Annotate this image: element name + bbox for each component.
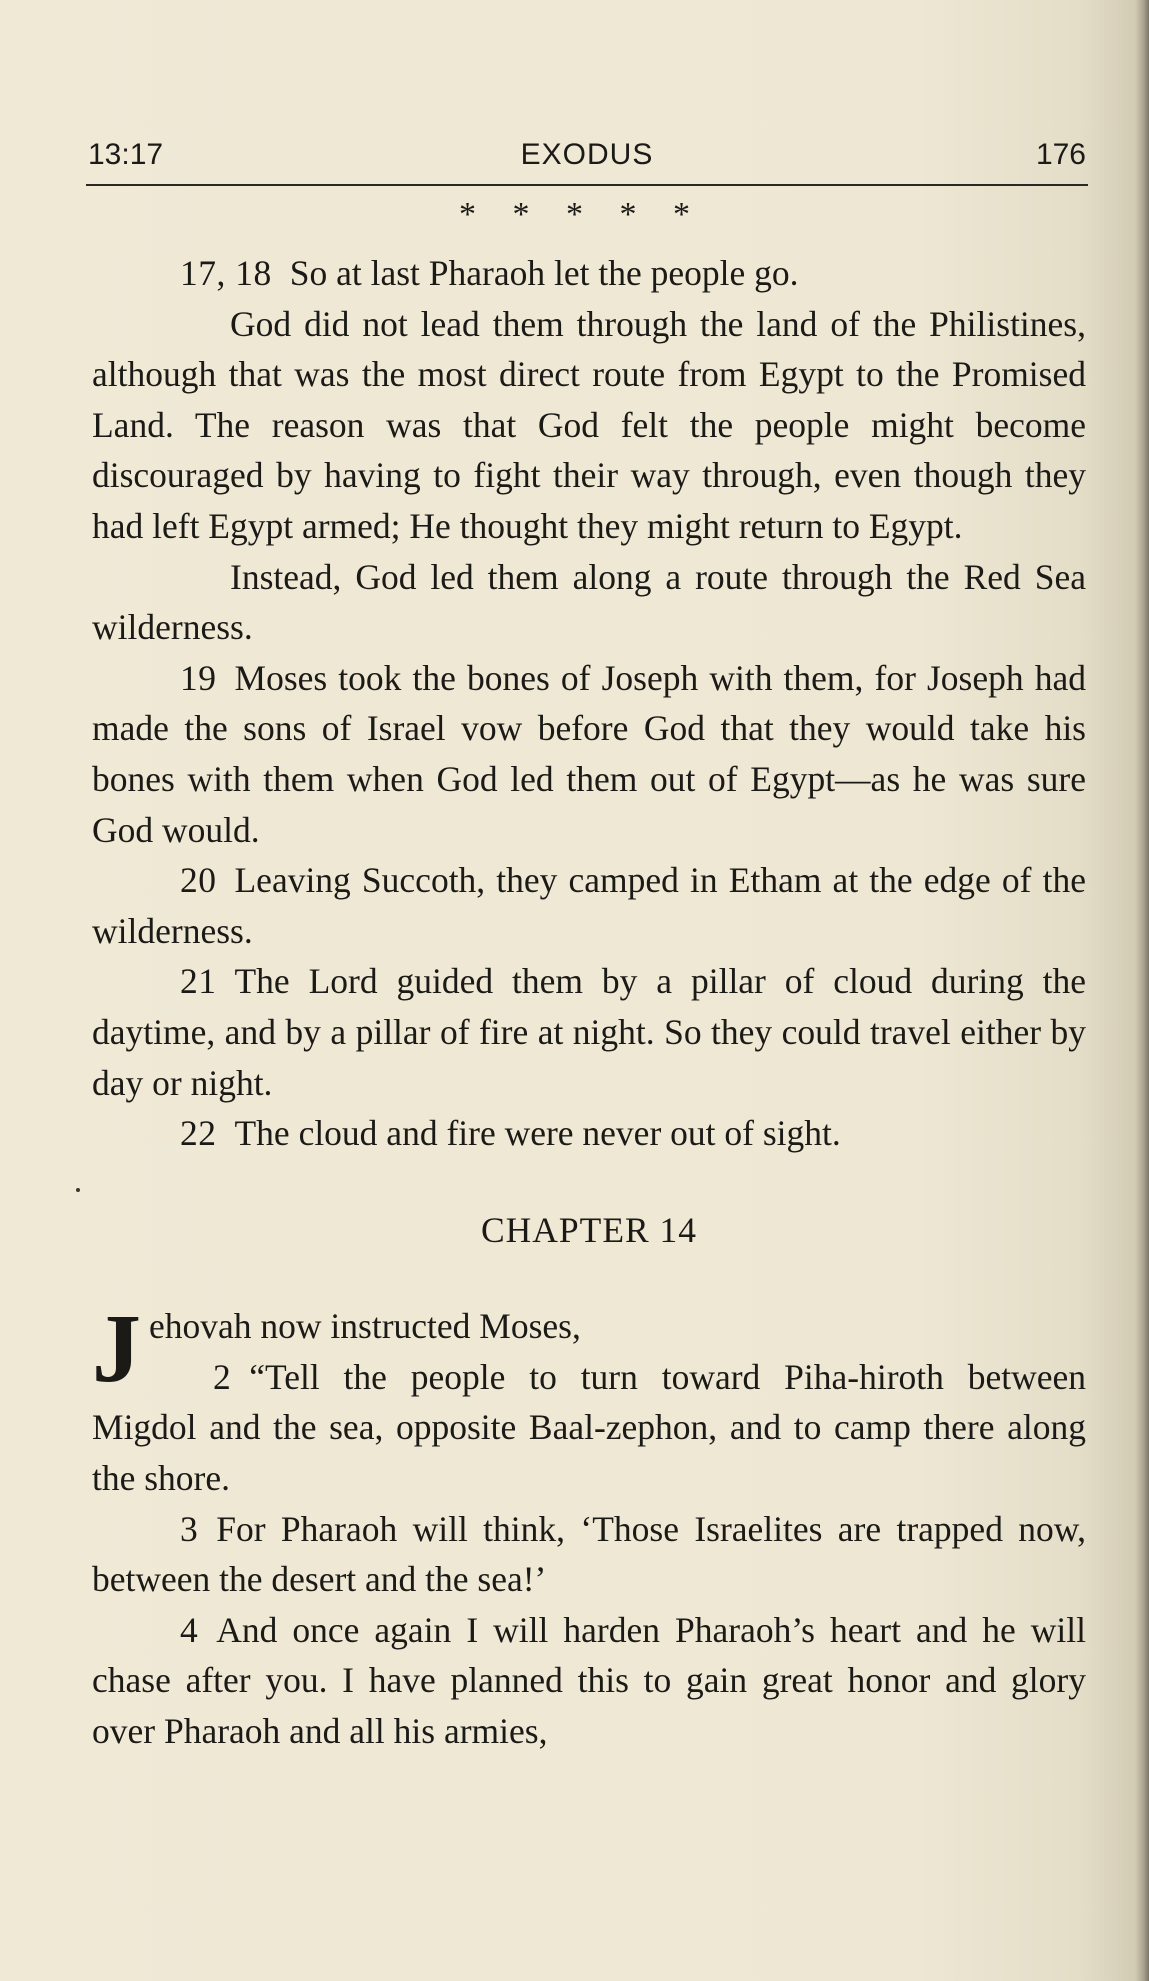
verse-21: [92, 956, 1086, 1108]
verse-17-18: [92, 248, 1086, 299]
verse-text: And once again I will harden Pharaoh’s heart and he will chase after you. I have planned this to gain great honor and glory over Pharaoh and all his armies,: [92, 1609, 1086, 1752]
page-edge-shadow: [1135, 0, 1149, 1981]
paragraph-text: God did not lead them through the land of the Philistines, although that was the most direct route from Egypt to the Promised Land. The reason was that God felt the people might become discouraged by having to fight their way through, even though they had left Egypt armed; He thought they might return to Egypt.: [92, 303, 1086, 546]
verse-text: Leaving Succoth, they camped in Etham at the edge of the wilderness.: [92, 860, 1086, 951]
verse-3: [92, 1504, 1086, 1605]
body-text: [92, 248, 1086, 1757]
verse-2: [92, 1352, 1086, 1504]
paragraph: [92, 552, 1086, 653]
verse-number: 2: [213, 1356, 232, 1397]
verse-number: 22: [180, 1113, 217, 1154]
chapter-verse-ref: 13:17: [88, 138, 164, 171]
first-line-text: ehovah now instructed Moses,: [149, 1306, 581, 1347]
chapter-first-line: [92, 1301, 1086, 1352]
verse-number: 17, 18: [180, 253, 272, 293]
verse-number: 19: [180, 657, 217, 698]
verse-number: 4: [180, 1609, 199, 1650]
running-header: [88, 138, 1086, 182]
paragraph: [92, 299, 1086, 552]
verse-text: The Lord guided them by a pillar of cloud during the daytime, and by a pillar of fire at night. So they could travel either by day or night.: [92, 961, 1086, 1103]
verse-text: “Tell the people to turn toward Piha-hiroth between Migdol and the sea, opposite Baal-zephon, and to camp there along the shore.: [92, 1356, 1086, 1499]
drop-cap: J: [92, 1295, 141, 1404]
verse-19: [92, 653, 1086, 855]
chapter-heading: CHAPTER 14: [480, 1209, 698, 1250]
verse-text: The cloud and fire were never out of sight.: [234, 1113, 841, 1154]
page-speck: [76, 1188, 80, 1192]
page-number: 176: [1035, 138, 1086, 171]
verse-number: 21: [180, 961, 217, 1002]
verse-20: [92, 855, 1086, 956]
header-rule: [86, 184, 1088, 186]
verse-number: 3: [180, 1508, 199, 1549]
book-title: EXODUS: [520, 138, 654, 171]
verse-number: 20: [180, 860, 217, 901]
chapter-opening: [92, 1295, 1086, 1503]
verse-text: Moses took the bones of Joseph with them, for Joseph had made the sons of Israel vow before God that they would take his bones with them when God led them out of Egypt—as he was sure God would.: [92, 657, 1086, 850]
verse-text: So at last Pharaoh let the people go.: [289, 253, 799, 293]
verse-text: For Pharaoh will think, ‘Those Israelites are trapped now, between the desert and the sea!’: [92, 1508, 1086, 1600]
paragraph-text: Instead, God led them along a route through the Red Sea wilderness.: [92, 556, 1086, 648]
verse-22: [92, 1108, 1086, 1159]
section-separator: * * * * *: [459, 196, 690, 233]
verse-4: [92, 1605, 1086, 1757]
